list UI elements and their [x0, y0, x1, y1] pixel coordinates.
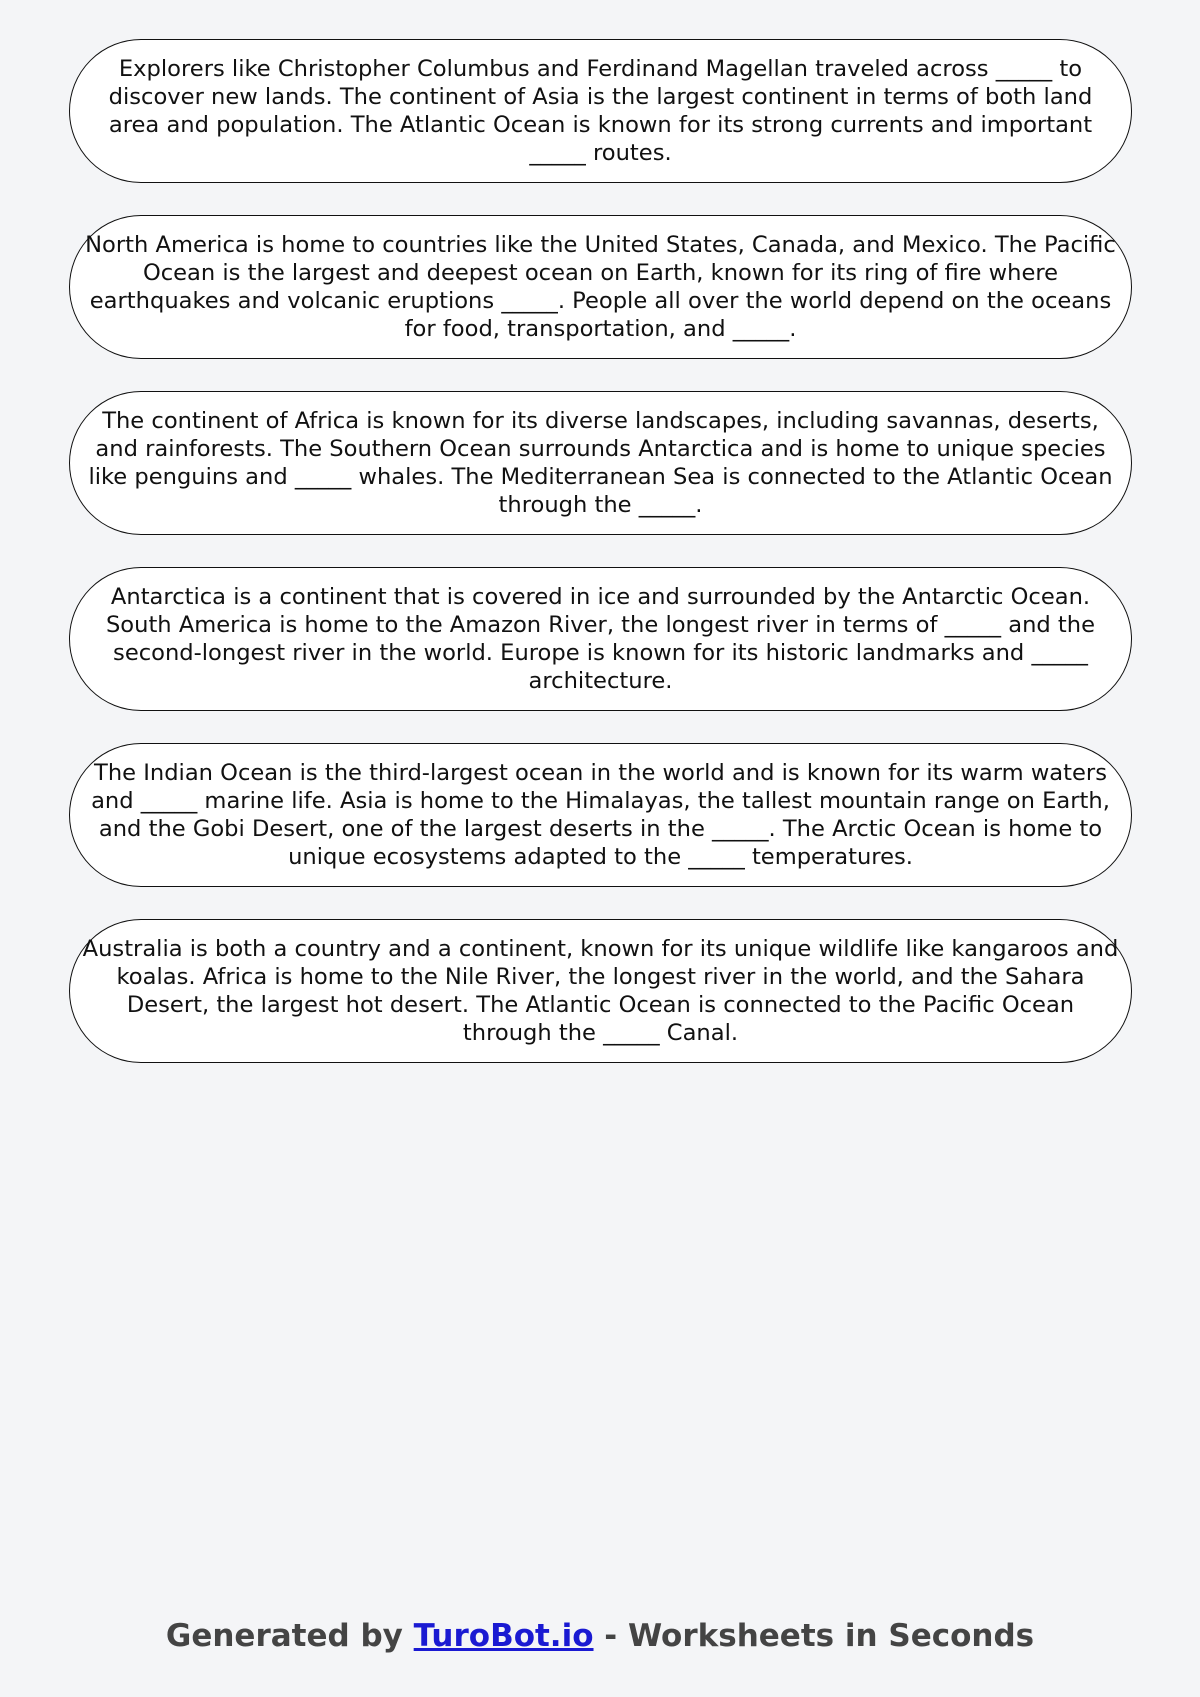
fill-in-blank-card	[69, 391, 1132, 535]
card-text: The continent of Africa is known for its diverse landscapes, including savannas, deserts, and rainforests. The Southern Ocean surrounds Antarctica and is home to unique species like penguins and _____ whales. The Mediterranean Sea is connected to the Atlantic Ocean through the _____.	[88, 407, 1113, 519]
card-text: Antarctica is a continent that is covered in ice and surrounded by the Antarctic Ocean. South America is home to the Amazon River, the longest river in terms of _____ and the second-longest river in the world. Europe is known for its historic landmarks and _____ architecture.	[105, 583, 1096, 695]
card-text: Explorers like Christopher Columbus and Ferdinand Magellan traveled across _____ to discover new lands. The continent of Asia is the largest continent in terms of both land area and population. The Atlantic Ocean is known for its strong currents and important _____ routes.	[108, 55, 1093, 167]
fill-in-blank-card	[69, 39, 1132, 183]
footer-prefix: Generated by	[165, 1618, 414, 1654]
footer-suffix: - Worksheets in Seconds	[593, 1618, 1035, 1654]
card-text: The Indian Ocean is the third-largest ocean in the world and is known for its warm waters and _____ marine life. Asia is home to the Himalayas, the tallest mountain range on Earth, and the Gobi Desert, one of the largest deserts in the _____. The Arctic Ocean is home to unique ecosystems adapted to the _____ temperatures.	[91, 759, 1110, 871]
worksheet-card-list	[69, 39, 1132, 1095]
card-text: Australia is both a country and a continent, known for its unique wildlife like kangaroos and koalas. Africa is home to the Nile River, the longest river in the world, and the Sahara Desert, the largest hot desert. The Atlantic Ocean is connected to the Pacific Ocean through the _____ Canal.	[82, 935, 1119, 1047]
footer-credit	[0, 1618, 1200, 1654]
fill-in-blank-card	[69, 215, 1132, 359]
turobot-link[interactable]: TuroBot.io	[413, 1618, 594, 1654]
fill-in-blank-card	[69, 567, 1132, 711]
card-text: North America is home to countries like the United States, Canada, and Mexico. The Pacific Ocean is the largest and deepest ocean on Earth, known for its ring of fire where earthquakes and volcanic eruptions _____. People all over the world depend on the oceans for food, transportation, and _____.	[85, 231, 1116, 343]
fill-in-blank-card	[69, 743, 1132, 887]
fill-in-blank-card	[69, 919, 1132, 1063]
